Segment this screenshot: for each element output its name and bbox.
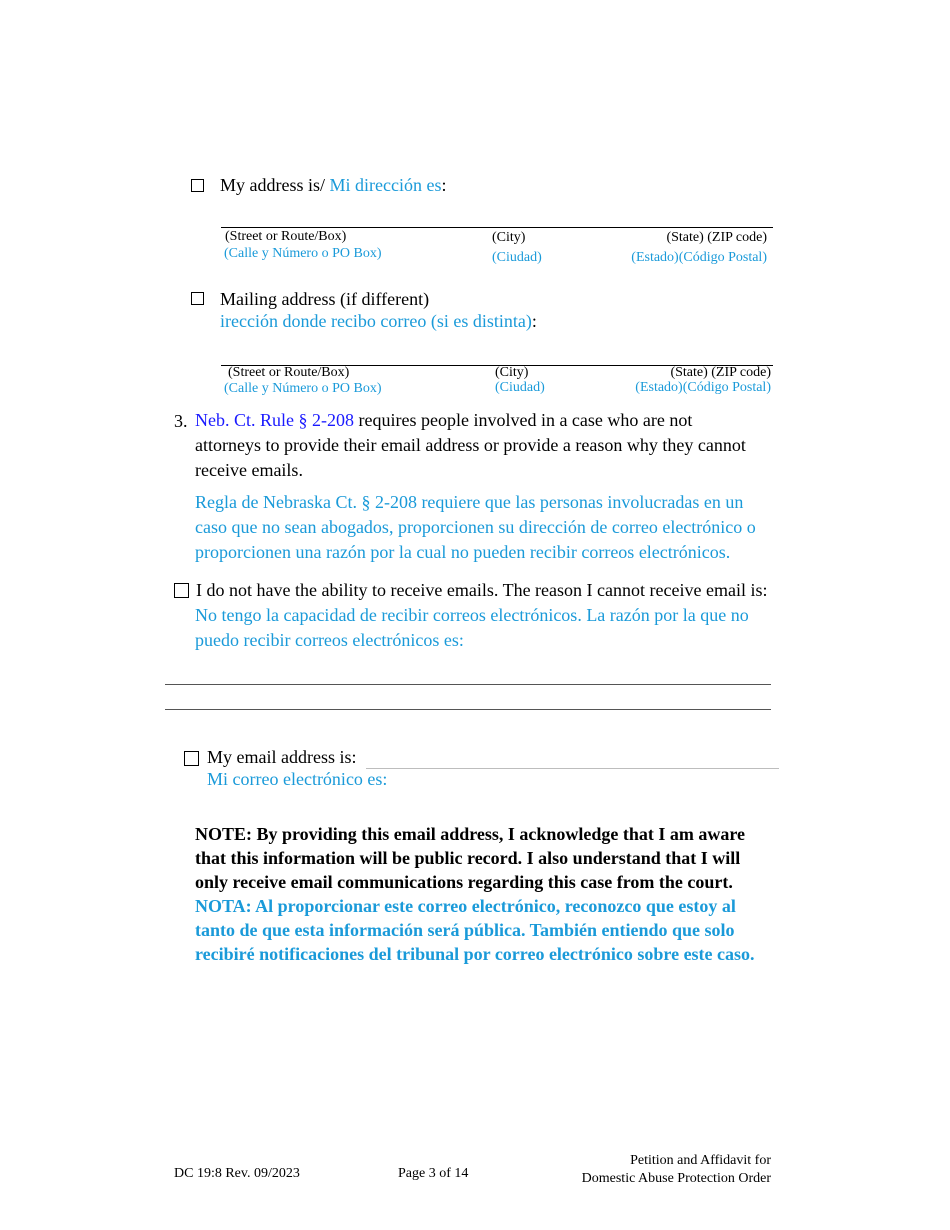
note-en-line1: NOTE: By providing this email address, I acknowledge that I am aware (195, 824, 746, 844)
address-colon: : (441, 175, 447, 195)
footer-form-id: DC 19:8 Rev. 09/2023 (174, 1166, 300, 1181)
address-state-zip-es: (Estado)(Código Postal) (631, 250, 767, 265)
email-label-es: Mi correo electrónico es: (207, 769, 388, 789)
mailing-city-es: (Ciudad) (495, 380, 545, 395)
reason-line-2[interactable] (165, 709, 771, 710)
email-checkbox[interactable] (184, 751, 199, 766)
no-email-es-line2: puedo recibir correos electrónicos es: (195, 630, 464, 650)
email-line[interactable] (366, 768, 779, 769)
item3-number: 3. (174, 411, 188, 431)
note-en-line3: only receive email communications regarding this case from the court. (195, 872, 733, 892)
item3-en-line1: requires people involved in a case who are not (358, 410, 693, 430)
no-email-checkbox[interactable] (174, 583, 189, 598)
item3-es (195, 490, 795, 565)
address-checkbox[interactable] (191, 179, 204, 192)
email-label-en: My email address is: (207, 747, 357, 767)
address-city-es: (Ciudad) (492, 250, 542, 265)
footer-title-line1: Petition and Affidavit for (630, 1153, 771, 1168)
item3-es-line2: caso que no sean abogados, proporcionen su dirección de correo electrónico o (195, 517, 756, 537)
address-label (220, 175, 446, 195)
note-es-line3: recibiré notificaciones del tribunal por correo electrónico sobre este caso. (195, 944, 755, 964)
no-email-text-en: I do not have the ability to receive emails. The reason I cannot receive email is: (196, 580, 768, 600)
note-en (195, 822, 795, 894)
mailing-colon: : (531, 311, 537, 331)
item3-es-line3: proporcionen una razón por la cual no pueden recibir correos electrónicos. (195, 542, 731, 562)
mailing-state-zip-en: (State) (ZIP code) (670, 365, 771, 380)
address-label-en: My address is/ (220, 175, 325, 195)
note-en-line2: that this information will be public record. I also understand that I will (195, 848, 741, 868)
note-es-line1: NOTA: Al proporcionar este correo electrónico, reconozco que estoy al (195, 896, 736, 916)
footer-page-number: Page 3 of 14 (398, 1166, 469, 1181)
mailing-city-en: (City) (495, 365, 529, 380)
reason-line-1[interactable] (165, 684, 771, 685)
footer-title-line2: Domestic Abuse Protection Order (581, 1171, 771, 1186)
address-line[interactable] (221, 227, 773, 228)
no-email-es-line1: No tengo la capacidad de recibir correos electrónicos. La razón por la que no (195, 605, 749, 625)
note-es-line2: tanto de que esta información será pública. También entiendo que solo (195, 920, 735, 940)
mailing-label-en: Mailing address (if different) (220, 289, 430, 309)
item3-en-line2: attorneys to provide their email address or provide a reason why they cannot (195, 435, 746, 455)
mailing-label-es: irección donde recibo correo (si es distinta) (220, 311, 532, 331)
address-street-en: (Street or Route/Box) (225, 229, 347, 244)
item3-es-line1: Regla de Nebraska Ct. § 2-208 requiere que las personas involucradas en un (195, 492, 744, 512)
mailing-street-en: (Street or Route/Box) (228, 365, 350, 380)
item3-en (195, 408, 795, 483)
address-label-es: Mi dirección es (329, 175, 442, 195)
address-state-zip-en: (State) (ZIP code) (666, 230, 767, 245)
address-city-en: (City) (492, 230, 526, 245)
item3-en-line3: receive emails. (195, 460, 303, 480)
mailing-label-es-wrap (220, 311, 537, 331)
mailing-street-es: (Calle y Número o PO Box) (224, 381, 382, 396)
rule-link[interactable]: Neb. Ct. Rule § 2-208 (195, 410, 354, 430)
mailing-checkbox[interactable] (191, 292, 204, 305)
note-es (195, 894, 795, 966)
mailing-state-zip-es: (Estado)(Código Postal) (635, 380, 771, 395)
address-street-es: (Calle y Número o PO Box) (224, 246, 382, 261)
no-email-es (195, 603, 795, 653)
